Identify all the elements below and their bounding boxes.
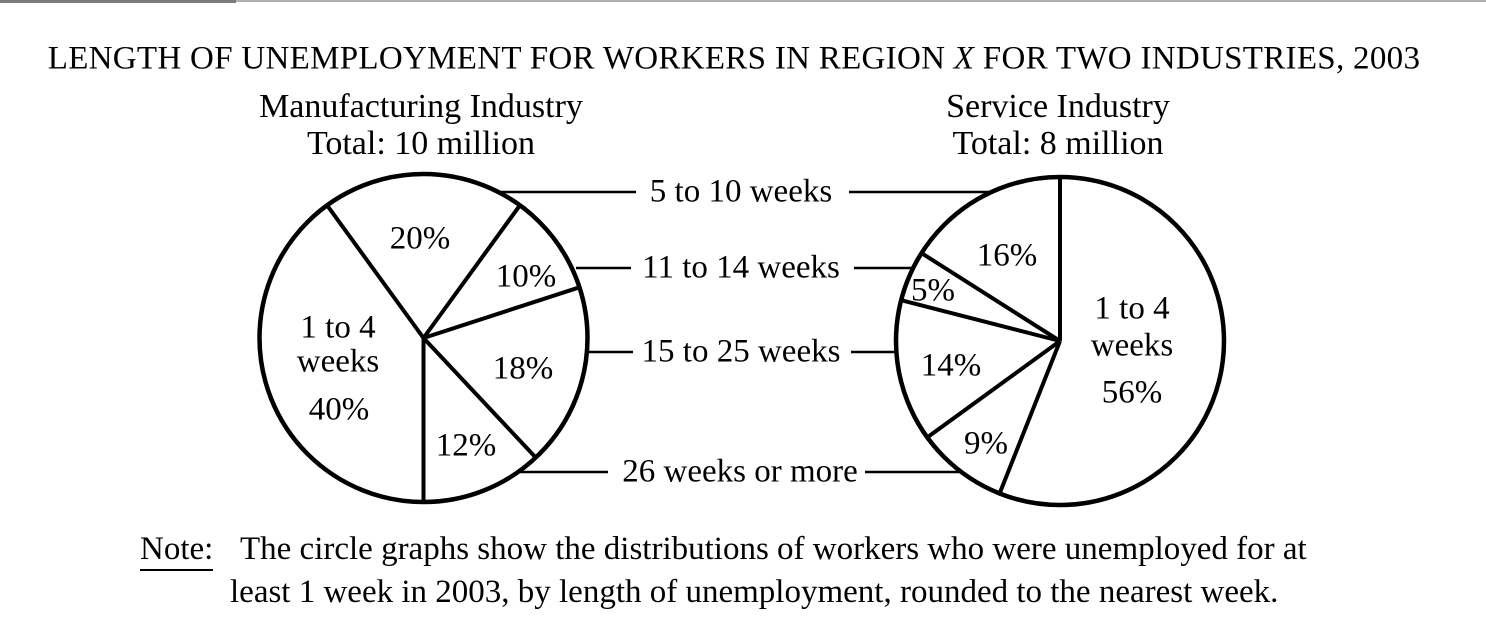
mfg-slice-pct-15-25: 18% bbox=[492, 350, 554, 387]
svc-slice-1-4-line2: weeks bbox=[1090, 327, 1174, 364]
manufacturing-pie-total: Total: 10 million bbox=[306, 125, 536, 162]
svc-slice-pct-26-more: 9% bbox=[964, 425, 1008, 462]
figure-title-suffix: FOR TWO INDUSTRIES, 2003 bbox=[974, 40, 1421, 77]
figure-title-prefix: LENGTH OF UNEMPLOYMENT FOR WORKERS IN REGION bbox=[47, 40, 954, 77]
service-pie-title: Service Industry bbox=[946, 88, 1170, 125]
svc-slice-1-4-pct: 56% bbox=[1101, 374, 1163, 411]
mfg-slice-1-4-line1: 1 to 4 bbox=[300, 309, 376, 346]
svc-slice-1-4-line1: 1 to 4 bbox=[1094, 290, 1170, 327]
service-pie-total: Total: 8 million bbox=[952, 125, 1164, 162]
mfg-slice-1-4-pct: 40% bbox=[308, 391, 370, 428]
note-line-1: The circle graphs show the distributions of workers who were unemployed for at bbox=[240, 531, 1307, 567]
svc-slice-pct-5-10: 16% bbox=[976, 237, 1038, 274]
svc-slice-pct-11-14: 5% bbox=[911, 272, 955, 309]
connector-label-11-14-weeks: 11 to 14 weeks bbox=[642, 249, 840, 286]
mfg-slice-pct-5-10: 20% bbox=[389, 220, 451, 257]
service-pie bbox=[896, 177, 1224, 505]
note-line-2: least 1 week in 2003, by length of unemployment, rounded to the nearest week. bbox=[230, 574, 1279, 610]
note-label: Note: bbox=[140, 531, 213, 571]
mfg-slice-1-4-line2: weeks bbox=[296, 343, 380, 380]
mfg-slice-pct-11-14: 10% bbox=[495, 258, 557, 295]
note-row-1 bbox=[140, 531, 213, 571]
mfg-slice-pct-26-more: 12% bbox=[435, 427, 497, 464]
manufacturing-pie-title: Manufacturing Industry bbox=[259, 88, 583, 125]
connector-label-26-weeks-or-more: 26 weeks or more bbox=[622, 453, 858, 490]
connector-label-5-10-weeks: 5 to 10 weeks bbox=[649, 173, 833, 210]
figure-title-region-x: X bbox=[953, 40, 975, 77]
svc-slice-pct-15-25: 14% bbox=[920, 347, 982, 384]
connector-label-15-25-weeks: 15 to 25 weeks bbox=[641, 333, 841, 370]
